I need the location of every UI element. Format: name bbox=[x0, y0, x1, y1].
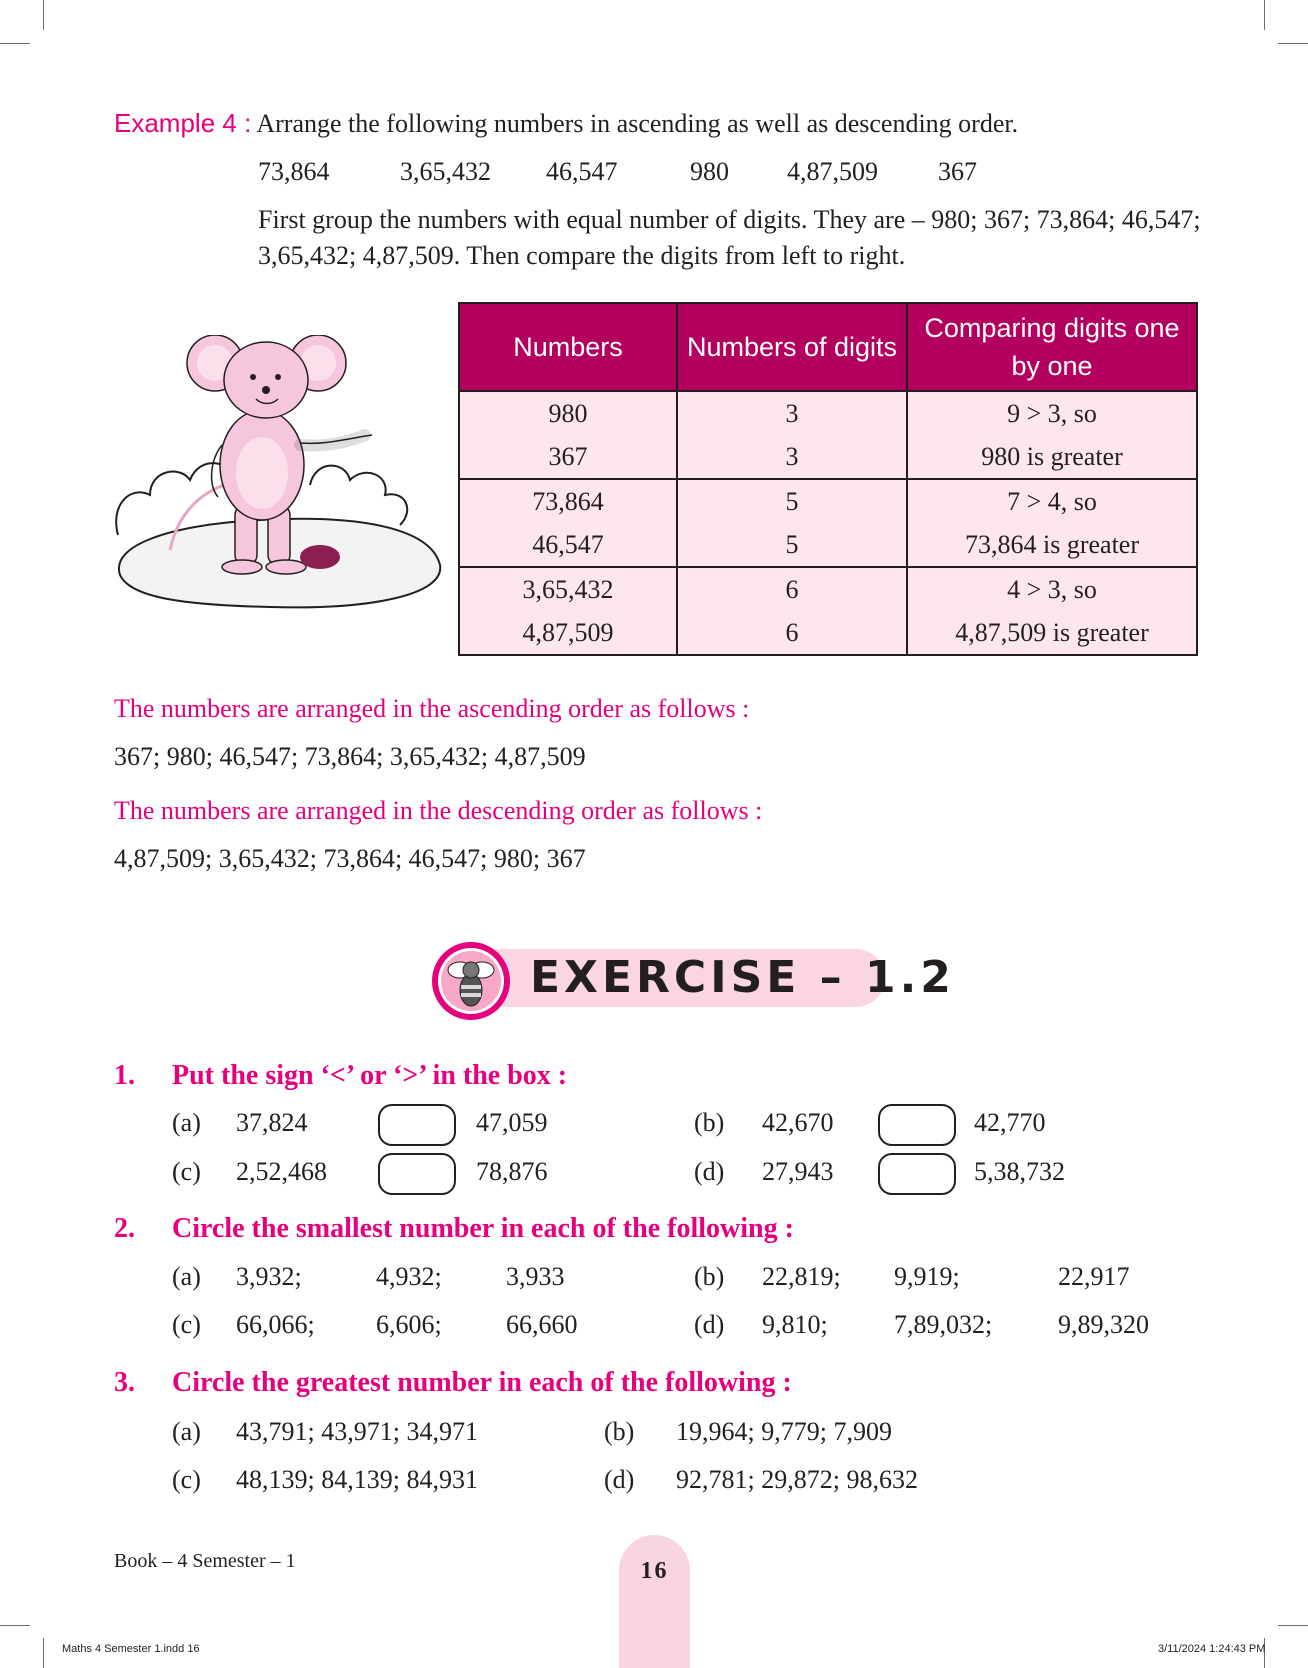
example-instruction: Arrange the following numbers in ascending as well as descending order. bbox=[256, 109, 1019, 138]
item-value: 7,89,032; bbox=[894, 1310, 993, 1339]
item-value: 9,89,320 bbox=[1058, 1310, 1149, 1339]
item-label: (a) bbox=[172, 1417, 201, 1446]
table-row bbox=[459, 479, 1197, 523]
crop-mark bbox=[0, 43, 30, 44]
question-3-heading bbox=[114, 1367, 792, 1399]
item-value: 22,917 bbox=[1058, 1262, 1130, 1291]
descending-heading: The numbers are arranged in the descending order as follows : bbox=[114, 796, 763, 825]
crop-mark bbox=[43, 0, 44, 30]
item-right-number: 78,876 bbox=[476, 1157, 548, 1186]
page-number-tab bbox=[619, 1535, 690, 1668]
item-value: 6,606; bbox=[376, 1310, 442, 1339]
example-explanation: First group the numbers with equal number of digits. They are – 980; 367; 73,864; 46,547; 3,65,432; 4,87,509. Then compare the digits from left to right. bbox=[258, 205, 1201, 270]
crop-mark bbox=[1264, 0, 1265, 30]
crop-mark bbox=[43, 1638, 44, 1668]
item-left-number: 27,943 bbox=[762, 1157, 834, 1186]
exercise-title: EXERCISE – 1.2 bbox=[530, 952, 955, 1003]
item-values: 48,139; 84,139; 84,931 bbox=[236, 1465, 478, 1494]
item-label: (d) bbox=[604, 1465, 635, 1494]
crop-mark bbox=[1278, 1625, 1308, 1626]
item-label: (a) bbox=[172, 1262, 201, 1291]
table-cell: 3 bbox=[677, 435, 907, 479]
comparison-table bbox=[458, 302, 1198, 656]
footer-book-info: Book – 4 Semester – 1 bbox=[114, 1550, 296, 1572]
item-right-number: 47,059 bbox=[476, 1108, 548, 1137]
ascending-heading: The numbers are arranged in the ascending order as follows : bbox=[114, 694, 750, 723]
item-value: 9,810; bbox=[762, 1310, 828, 1339]
table-cell: 9 > 3, so bbox=[907, 391, 1197, 435]
table-cell: 4,87,509 is greater bbox=[907, 611, 1197, 655]
page-number: 16 bbox=[640, 1558, 669, 1584]
item-values: 92,781; 29,872; 98,632 bbox=[676, 1465, 918, 1494]
example-number: 3,65,432 bbox=[400, 157, 491, 186]
table-cell: 980 bbox=[459, 391, 677, 435]
example-number: 4,87,509 bbox=[787, 157, 878, 186]
question-1-heading bbox=[114, 1060, 567, 1092]
item-value: 22,819; bbox=[762, 1262, 841, 1291]
item-right-number: 5,38,732 bbox=[974, 1157, 1065, 1186]
table-cell: 4 > 3, so bbox=[907, 567, 1197, 611]
crop-mark bbox=[0, 1625, 30, 1626]
answer-box[interactable] bbox=[378, 1153, 456, 1195]
item-label: (b) bbox=[694, 1108, 725, 1137]
ascending-list: 367; 980; 46,547; 73,864; 3,65,432; 4,87,509 bbox=[114, 742, 586, 771]
mouse-illustration bbox=[110, 335, 450, 625]
item-label: (c) bbox=[172, 1157, 201, 1186]
question-text: Circle the smallest number in each of the following : bbox=[172, 1213, 794, 1244]
table-row bbox=[459, 435, 1197, 479]
example-number: 46,547 bbox=[546, 157, 618, 186]
question-number: 2. bbox=[114, 1213, 135, 1244]
print-slug-file: Maths 4 Semester 1.indd 16 bbox=[62, 1643, 200, 1655]
item-label: (d) bbox=[694, 1157, 725, 1186]
exercise-banner bbox=[430, 940, 955, 1012]
table-row bbox=[459, 523, 1197, 567]
item-label: (c) bbox=[172, 1310, 201, 1339]
example-heading bbox=[114, 108, 1018, 139]
item-left-number: 37,824 bbox=[236, 1108, 308, 1137]
table-header: Comparing digits one by one bbox=[907, 303, 1197, 391]
table-cell: 6 bbox=[677, 611, 907, 655]
table-cell: 3,65,432 bbox=[459, 567, 677, 611]
item-value: 3,932; bbox=[236, 1262, 302, 1291]
descending-list: 4,87,509; 3,65,432; 73,864; 46,547; 980; 367 bbox=[114, 844, 586, 873]
answer-box[interactable] bbox=[878, 1104, 956, 1146]
bee-icon bbox=[430, 940, 512, 1022]
item-label: (c) bbox=[172, 1465, 201, 1494]
item-values: 43,791; 43,971; 34,971 bbox=[236, 1417, 478, 1446]
table-cell: 6 bbox=[677, 567, 907, 611]
table-cell: 5 bbox=[677, 523, 907, 567]
table-row bbox=[459, 391, 1197, 435]
table-cell: 46,547 bbox=[459, 523, 677, 567]
question-text: Circle the greatest number in each of the following : bbox=[172, 1367, 792, 1398]
table-cell: 7 > 4, so bbox=[907, 479, 1197, 523]
question-number: 3. bbox=[114, 1367, 135, 1398]
table-cell: 4,87,509 bbox=[459, 611, 677, 655]
question-number: 1. bbox=[114, 1060, 135, 1091]
item-label: (a) bbox=[172, 1108, 201, 1137]
table-header: Numbers of digits bbox=[677, 303, 907, 391]
table-cell: 980 is greater bbox=[907, 435, 1197, 479]
example-number: 73,864 bbox=[258, 157, 330, 186]
item-left-number: 42,670 bbox=[762, 1108, 834, 1137]
item-label: (d) bbox=[694, 1310, 725, 1339]
item-right-number: 42,770 bbox=[974, 1108, 1046, 1137]
example-number: 367 bbox=[938, 157, 977, 186]
table-row bbox=[459, 611, 1197, 655]
answer-box[interactable] bbox=[878, 1153, 956, 1195]
item-value: 66,660 bbox=[506, 1310, 578, 1339]
table-header: Numbers bbox=[459, 303, 677, 391]
item-left-number: 2,52,468 bbox=[236, 1157, 327, 1186]
item-value: 3,933 bbox=[506, 1262, 565, 1291]
question-text: Put the sign ‘<’ or ‘>’ in the box : bbox=[172, 1060, 568, 1091]
item-value: 9,919; bbox=[894, 1262, 960, 1291]
crop-mark bbox=[1278, 43, 1308, 44]
item-value: 4,932; bbox=[376, 1262, 442, 1291]
answer-box[interactable] bbox=[378, 1104, 456, 1146]
item-value: 66,066; bbox=[236, 1310, 315, 1339]
item-values: 19,964; 9,779; 7,909 bbox=[676, 1417, 892, 1446]
table-cell: 5 bbox=[677, 479, 907, 523]
example-label: Example 4 : bbox=[114, 108, 252, 138]
question-2-heading bbox=[114, 1213, 794, 1245]
table-cell: 367 bbox=[459, 435, 677, 479]
item-label: (b) bbox=[694, 1262, 725, 1291]
table-row bbox=[459, 567, 1197, 611]
table-cell: 73,864 bbox=[459, 479, 677, 523]
table-cell: 73,864 is greater bbox=[907, 523, 1197, 567]
example-number: 980 bbox=[690, 157, 729, 186]
table-cell: 3 bbox=[677, 391, 907, 435]
item-label: (b) bbox=[604, 1417, 635, 1446]
print-slug-date: 3/11/2024 1:24:43 PM bbox=[1158, 1643, 1266, 1655]
